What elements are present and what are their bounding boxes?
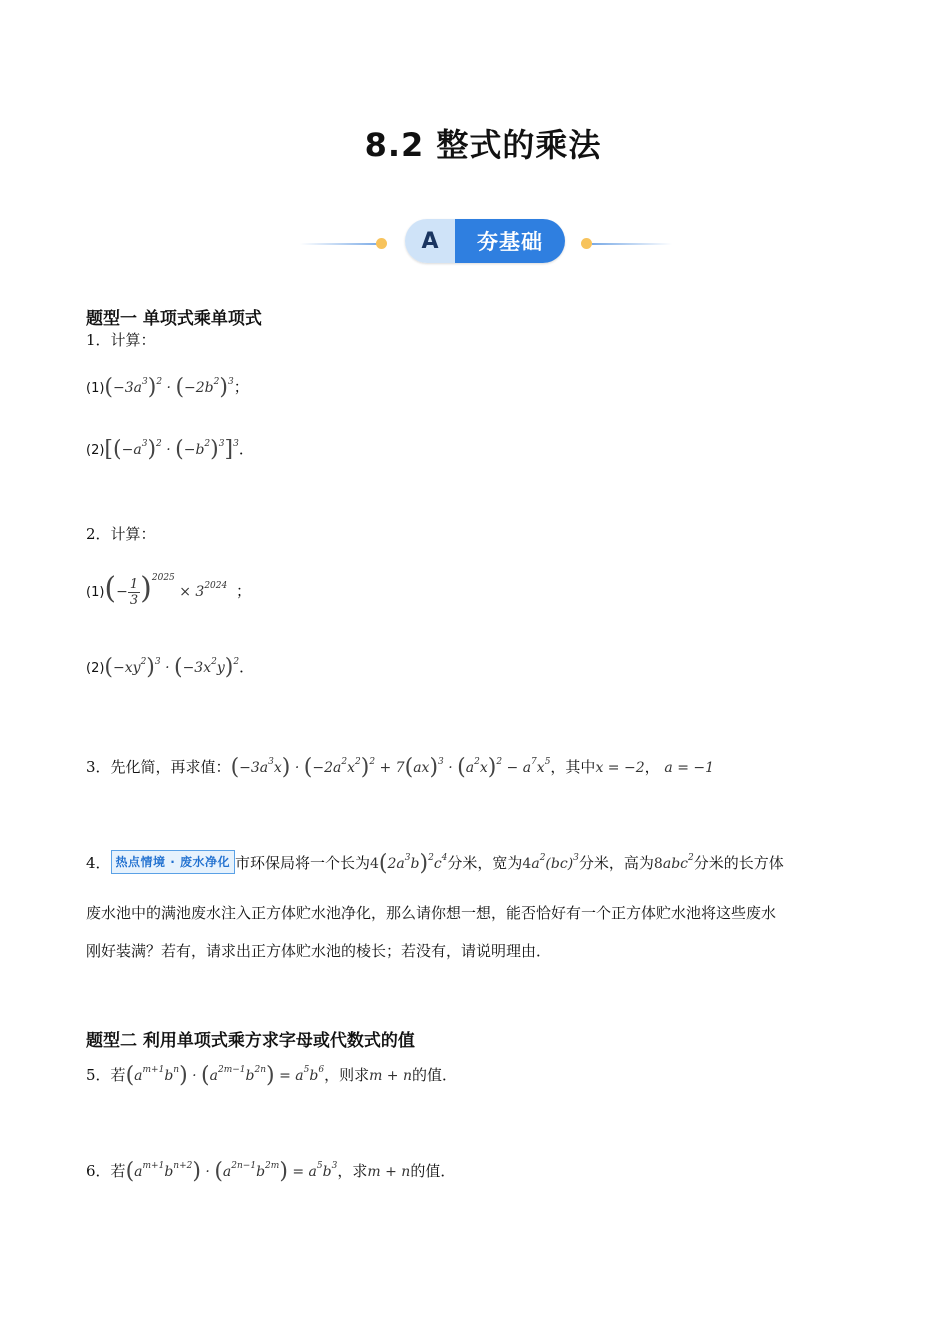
question-6: [86, 1156, 455, 1182]
expression-m-plus-n: m + n: [367, 1164, 411, 1180]
topic-tag: 热点情境 · 废水净化: [111, 850, 235, 874]
question-text: 分米的长方体: [693, 854, 784, 872]
formula: (− $\frac{1}{3})^{2025} \times 3^{2024}$: [104, 571, 228, 608]
banner-letter: A: [405, 219, 455, 263]
punctuation: ；: [233, 378, 249, 396]
question-4: [86, 848, 784, 874]
formula-height: 8abc$^2$: [653, 853, 694, 872]
question-number: 6．: [86, 1162, 111, 1180]
question-text: 若: [110, 1162, 126, 1180]
section-banner: [405, 219, 565, 263]
question-text: 计算：: [110, 525, 156, 543]
expression-m-plus-n: m + n: [369, 1068, 413, 1084]
question-2: [86, 524, 156, 544]
question-number: 3．: [86, 758, 111, 776]
question-4-line-3: 刚好装满？若有，请求出正方体贮水池的棱长；若没有，请说明理由．: [86, 942, 552, 960]
condition-a: a = −1: [664, 760, 715, 776]
formula: $(-3a^3)^2 \cdot (-2b^2)^3$: [104, 375, 234, 400]
formula: $(-3a^3x) \cdot (-2a^2x^2)^2 + 7(ax)^3 \cdot (a^2x)^2 - a^7x^5$: [230, 755, 551, 780]
question-2-part-1: [86, 568, 251, 608]
part-label: (1): [86, 381, 105, 396]
banner-left-dot: [376, 238, 387, 249]
banner-left-line: [300, 243, 380, 245]
part-label: (2): [86, 443, 105, 458]
question-text: 的值．: [410, 1162, 456, 1180]
section-heading-1: 题型一 单项式乘单项式: [86, 309, 262, 329]
formula: $(a^{m+1}b^n) \cdot (a^{2m-1}b^{2n}) = a^5b^6$: [125, 1063, 325, 1088]
part-label: (2): [86, 661, 105, 676]
punctuation: ．: [239, 658, 255, 676]
question-text: ，则求: [324, 1066, 370, 1084]
question-1-part-2: [86, 434, 254, 461]
question-text: ，求: [337, 1162, 368, 1180]
formula-length: $4(2a^3b)^2c^4$: [369, 851, 448, 876]
question-number: 4．: [86, 854, 111, 872]
section-heading-2: 题型二 利用单项式乘方求字母或代数式的值: [86, 1031, 415, 1051]
question-text: 先化简，再求值：: [110, 758, 231, 776]
question-1: [86, 330, 156, 350]
punctuation: ；: [236, 582, 252, 600]
formula: $[(-a^3)^2 \cdot (-b^2)^3]^3$: [104, 437, 239, 462]
condition-x: x = −2: [595, 760, 645, 776]
question-text: 分米，宽为: [447, 854, 523, 872]
question-3: [86, 752, 714, 778]
question-text: 计算：: [110, 331, 156, 349]
question-2-part-2: [86, 652, 254, 679]
question-number: 2．: [86, 525, 111, 543]
question-text: 市环保局将一个长为: [234, 854, 370, 872]
page-title: 8.2 整式的乘法: [364, 126, 602, 164]
question-text: 若: [110, 1066, 126, 1084]
question-text: 的值．: [412, 1066, 458, 1084]
punctuation: ．: [238, 440, 254, 458]
formula: $(-xy^2)^3 \cdot (-3x^2y)^2$: [104, 655, 240, 680]
banner-right-line: [592, 243, 672, 245]
question-1-part-1: [86, 372, 249, 399]
question-number: 1．: [86, 331, 111, 349]
formula-width: $4a^2(bc)^3$: [522, 853, 579, 872]
question-4-line-2: 废水池中的满池废水注入正方体贮水池净化，那么请你想一想，能否恰好有一个正方体贮水池将这些废水: [86, 904, 777, 922]
question-5: [86, 1060, 457, 1086]
question-text: 分米，高为: [578, 854, 654, 872]
question-text: ，其中: [550, 758, 596, 776]
formula: $(a^{m+1}b^{n+2}) \cdot (a^{2n-1}b^{2m}) = a^5b^3$: [125, 1159, 338, 1184]
punctuation: ，: [644, 758, 660, 776]
question-number: 5．: [86, 1066, 111, 1084]
banner-right-dot: [581, 238, 592, 249]
part-label: (1): [86, 585, 105, 600]
banner-text: 夯基础: [455, 219, 565, 263]
